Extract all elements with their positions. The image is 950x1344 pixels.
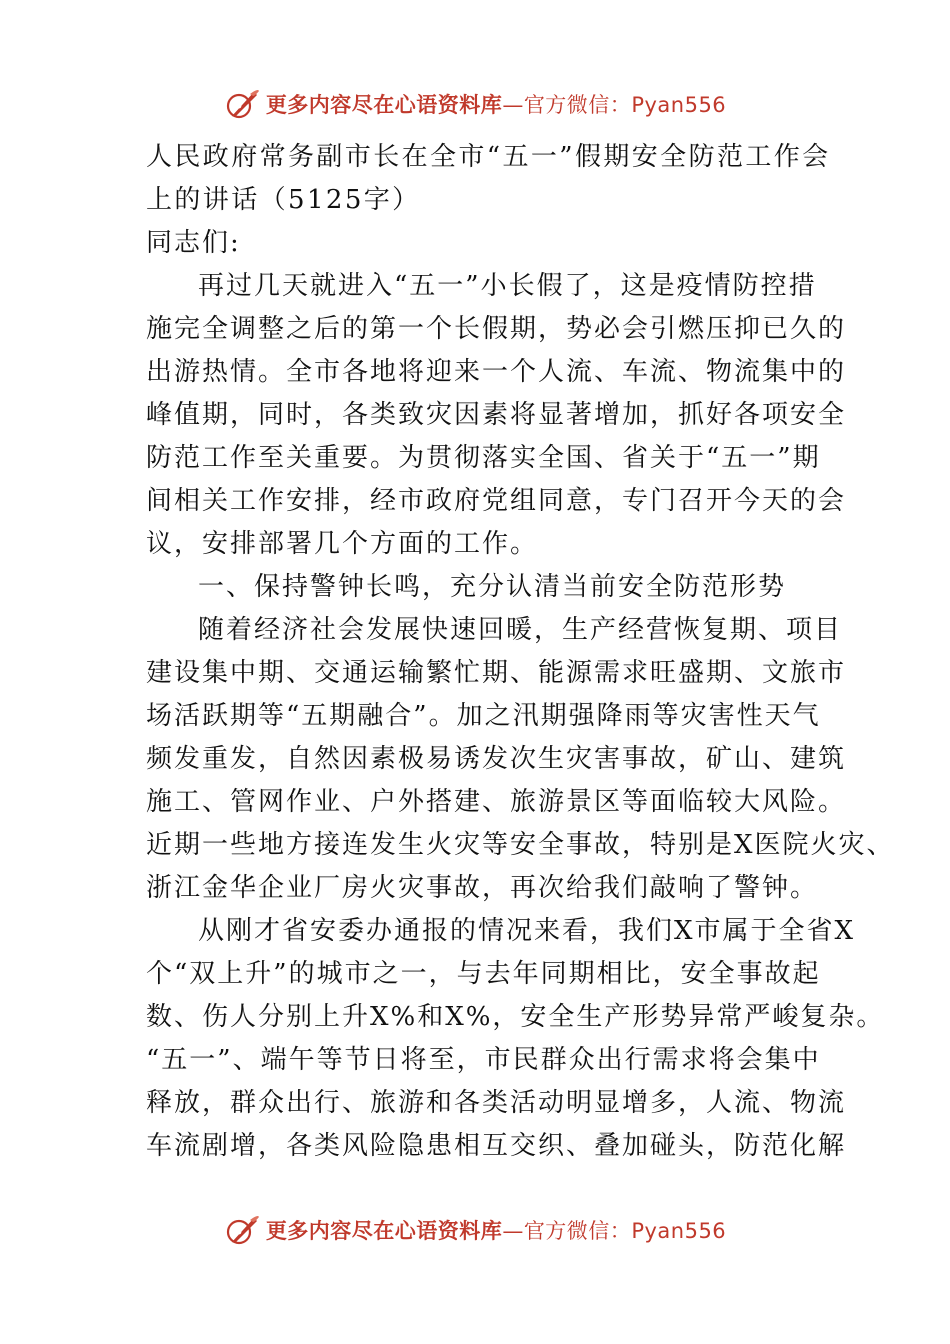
paragraph-line: 议，安排部署几个方面的工作。 bbox=[146, 529, 539, 559]
watermark-dash: — bbox=[502, 1219, 524, 1243]
paragraph-line: 建设集中期、交通运输繁忙期、能源需求旺盛期、文旅市 bbox=[146, 658, 847, 688]
paragraph bbox=[146, 910, 885, 1168]
paragraph-line: “五一”、端午等节日将至，市民群众出行需求将会集中 bbox=[146, 1045, 821, 1075]
paragraph-line: 防范工作至关重要。为贯彻落实全国、省关于“五一”期 bbox=[146, 443, 821, 473]
watermark-main-text: 更多内容尽在心语资料库 bbox=[265, 93, 503, 117]
paragraph-line: 随着经济社会发展快速回暖，生产经营恢复期、项目 bbox=[198, 615, 843, 645]
paragraph-line: 施工、管网作业、户外搭建、旅游景区等面临较大风险。 bbox=[146, 787, 847, 817]
watermark-dash: — bbox=[502, 93, 524, 117]
section-heading bbox=[146, 566, 816, 609]
salutation: 同志们: bbox=[146, 228, 241, 258]
paragraph-line: 场活跃期等“五期融合”。加之汛期强降雨等灾害性天气 bbox=[146, 701, 821, 731]
paragraph bbox=[146, 265, 847, 566]
watermark-text bbox=[266, 1215, 726, 1245]
quill-pen-circle-icon bbox=[224, 86, 260, 122]
paragraph-line: 浙江金华企业厂房火灾事故，再次给我们敲响了警钟。 bbox=[146, 873, 819, 903]
document-body bbox=[146, 136, 895, 1168]
paragraph-line: 从刚才省安委办通报的情况来看，我们X市属于全省X bbox=[198, 916, 856, 946]
watermark-text bbox=[266, 89, 726, 119]
paragraph-line: 施完全调整之后的第一个长假期，势必会引燃压抑已久的 bbox=[146, 314, 847, 344]
watermark-main-text: 更多内容尽在心语资料库 bbox=[265, 1219, 503, 1243]
watermark-banner-top bbox=[0, 84, 950, 124]
paragraph-line: 数、伤人分别上升X%和X%，安全生产形势异常严峻复杂。 bbox=[146, 1002, 885, 1032]
document-title-line: 上的讲话（5125字） bbox=[146, 185, 421, 215]
watermark-id: Pyan556 bbox=[631, 1219, 727, 1243]
watermark-official-label: 官方微信： bbox=[523, 93, 632, 117]
document-title-line: 人民政府常务副市长在全市“五一”假期安全防范工作会 bbox=[146, 142, 831, 172]
quill-pen-circle-icon bbox=[224, 1212, 260, 1248]
paragraph-line: 释放，群众出行、旅游和各类活动明显增多，人流、物流 bbox=[146, 1088, 847, 1118]
paragraph-line: 近期一些地方接连发生火灾等安全事故，特别是X医院火灾、 bbox=[146, 830, 895, 860]
section-heading-line: 一、保持警钟长鸣，充分认清当前安全防范形势 bbox=[198, 572, 787, 602]
paragraph-line: 峰值期，同时，各类致灾因素将显著增加，抓好各项安全 bbox=[146, 400, 847, 430]
paragraph-line: 频发重发，自然因素极易诱发次生灾害事故，矿山、建筑 bbox=[146, 744, 847, 774]
paragraph-line: 再过几天就进入“五一”小长假了，这是疫情防控措 bbox=[198, 271, 817, 301]
paragraph-line: 出游热情。全市各地将迎来一个人流、车流、物流集中的 bbox=[146, 357, 847, 387]
watermark-banner-bottom bbox=[0, 1210, 950, 1250]
paragraph bbox=[146, 609, 895, 910]
watermark-id: Pyan556 bbox=[631, 93, 727, 117]
paragraph-line: 间相关工作安排，经市政府党组同意，专门召开今天的会 bbox=[146, 486, 847, 516]
paragraph-line: 车流剧增，各类风险隐患相互交织、叠加碰头，防范化解 bbox=[146, 1131, 847, 1161]
paragraph-line: 个“双上升”的城市之一，与去年同期相比，安全事故起 bbox=[146, 959, 821, 989]
watermark-official-label: 官方微信： bbox=[523, 1219, 632, 1243]
